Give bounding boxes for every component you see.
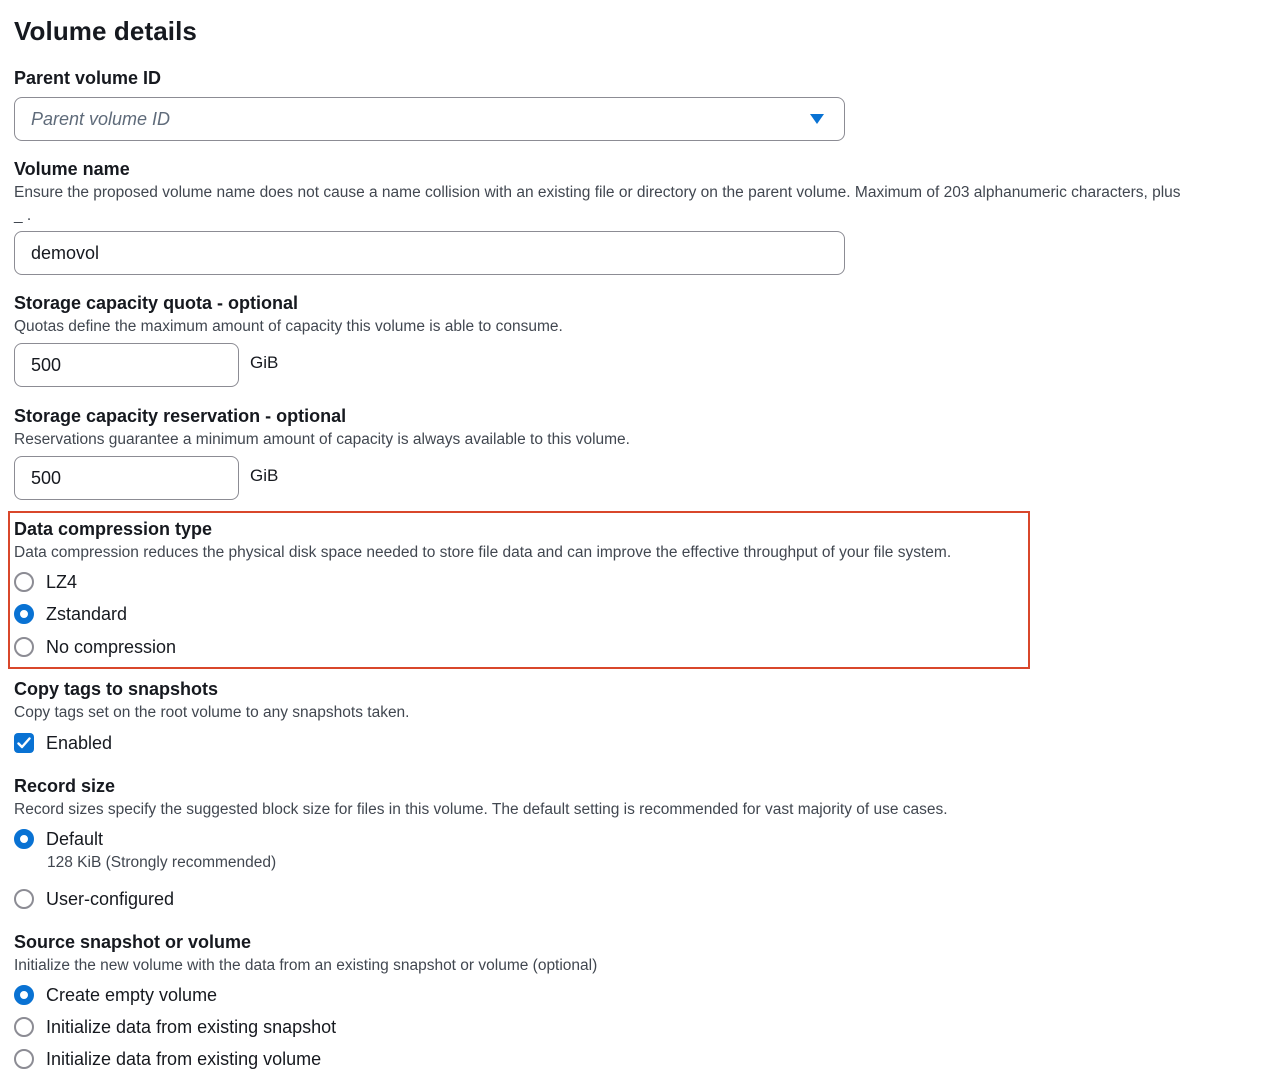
option-label: Initialize data from existing volume	[46, 1048, 322, 1069]
compression-description: Data compression reduces the physical disk space needed to store file data and can improve the effective throughput of your file system.	[14, 544, 952, 561]
volume-name-value: demovol	[31, 242, 100, 263]
quota-unit: GiB	[250, 353, 279, 372]
parent-volume-select[interactable]	[14, 97, 845, 141]
option-label: Initialize data from existing snapshot	[46, 1016, 337, 1037]
record-size-label: Record size	[14, 776, 116, 796]
source-description: Initialize the new volume with the data from an existing snapshot or volume (optional)	[14, 957, 598, 974]
source-option-empty[interactable]	[14, 983, 217, 1007]
checkmark-icon	[17, 737, 31, 749]
reservation-value: 500	[31, 467, 62, 488]
option-label: No compression	[46, 636, 177, 657]
radio-checked-icon[interactable]	[14, 604, 34, 624]
compression-option-zstandard[interactable]	[14, 602, 127, 626]
volume-name-description-cont: _ .	[14, 207, 32, 224]
quota-description: Quotas define the maximum amount of capacity this volume is able to consume.	[14, 318, 563, 335]
record-size-default-sublabel: 128 KiB (Strongly recommended)	[47, 854, 277, 871]
volume-name-input[interactable]	[14, 231, 845, 275]
copy-tags-description: Copy tags set on the root volume to any snapshots taken.	[14, 704, 410, 721]
radio-checked-icon[interactable]	[14, 985, 34, 1005]
compression-option-lz4[interactable]	[14, 570, 77, 594]
reservation-unit: GiB	[250, 466, 279, 485]
option-label: Zstandard	[46, 603, 128, 624]
radio-unchecked-icon[interactable]	[14, 637, 34, 657]
volume-name-label: Volume name	[14, 159, 130, 179]
quota-label: Storage capacity quota - optional	[14, 293, 299, 313]
radio-unchecked-icon[interactable]	[14, 1017, 34, 1037]
compression-label: Data compression type	[14, 519, 213, 539]
copy-tags-label: Copy tags to snapshots	[14, 679, 219, 699]
quota-input[interactable]	[14, 343, 239, 387]
reservation-label: Storage capacity reservation - optional	[14, 406, 347, 426]
caret-down-icon[interactable]	[810, 114, 824, 124]
option-label: Create empty volume	[46, 984, 218, 1005]
page-title: Volume details	[14, 16, 197, 46]
option-label: User-configured	[46, 888, 175, 909]
quota-value: 500	[31, 354, 62, 375]
compression-option-none[interactable]	[14, 635, 176, 659]
volume-name-description: Ensure the proposed volume name does not cause a name collision with an existing file or directory on the parent volume. Maximum of 203 alphanumeric characters, plus	[14, 184, 1181, 201]
reservation-input[interactable]	[14, 456, 239, 500]
radio-unchecked-icon[interactable]	[14, 889, 34, 909]
radio-checked-icon[interactable]	[14, 829, 34, 849]
source-option-snapshot[interactable]	[14, 1015, 336, 1039]
radio-unchecked-icon[interactable]	[14, 572, 34, 592]
checkbox-checked-icon[interactable]	[14, 733, 34, 753]
source-label: Source snapshot or volume	[14, 932, 252, 952]
option-label: LZ4	[46, 571, 78, 592]
record-size-description: Record sizes specify the suggested block size for files in this volume. The default setting is recommended for vast majority of use cases.	[14, 801, 948, 818]
source-option-volume[interactable]	[14, 1047, 321, 1071]
radio-unchecked-icon[interactable]	[14, 1049, 34, 1069]
parent-volume-placeholder: Parent volume ID	[31, 108, 171, 129]
option-label: Default	[46, 828, 104, 849]
record-size-option-default[interactable]	[14, 827, 103, 851]
parent-volume-label: Parent volume ID	[14, 68, 162, 88]
record-size-option-user[interactable]	[14, 887, 174, 911]
checkbox-label: Enabled	[46, 732, 113, 753]
copy-tags-checkbox[interactable]	[14, 731, 112, 755]
reservation-description: Reservations guarantee a minimum amount of capacity is always available to this volume.	[14, 431, 630, 448]
